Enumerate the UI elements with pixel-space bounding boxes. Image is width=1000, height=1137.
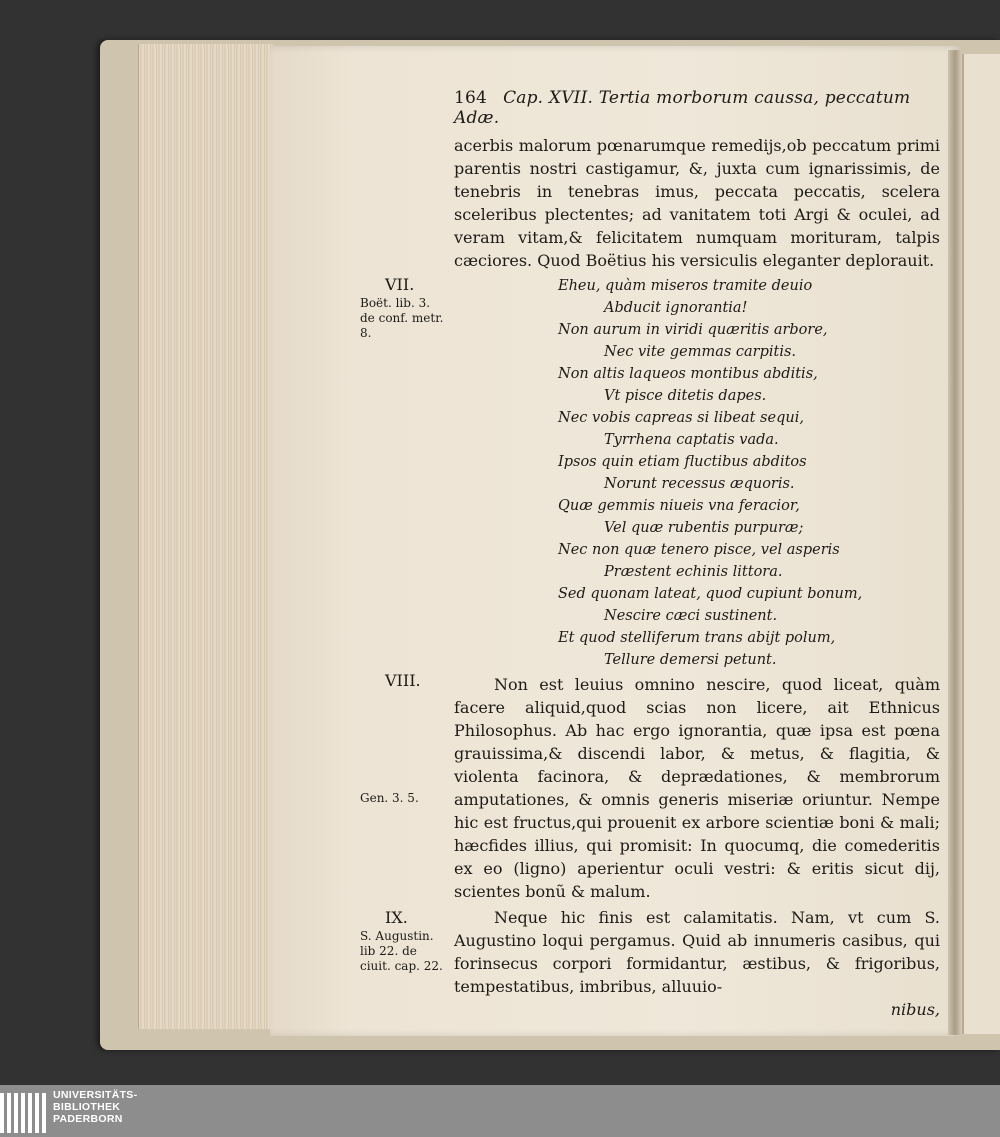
book-gutter (948, 50, 962, 1035)
opening-paragraph (454, 134, 940, 273)
margin-note-line: de conf. metr. (360, 310, 444, 325)
verse-line: Quæ gemmis niueis vna feracior, (558, 497, 800, 514)
page-number: 164 (454, 88, 488, 108)
verse-line: Nec non quæ tenero pisce, vel asperis (558, 541, 840, 558)
margin-note-line: Boët. lib. 3. (360, 295, 431, 310)
verse-line: Tellure demersi petunt. (604, 651, 777, 668)
verse-line: Eheu, quàm miseros tramite deuio (558, 277, 813, 294)
library-footer (0, 1085, 1000, 1137)
section-numeral: VIII. (385, 670, 421, 690)
verse-line: Vel quæ rubentis purpuræ; (604, 519, 804, 536)
library-name-line: BIBLIOTHEK (53, 1101, 121, 1113)
verse-line: Non altis laqueos montibus abditis, (558, 365, 818, 382)
verse-line: Abducit ignorantia! (604, 299, 748, 316)
section-viii (360, 670, 940, 904)
section-ix (360, 906, 940, 1021)
verse-line: Non aurum in viridi quæritis arbore, (558, 321, 828, 338)
section-vii (360, 275, 940, 671)
verse-line: Norunt recessus æquoris. (604, 475, 795, 492)
verse-line: Ipsos quin etiam fluctibus abditos (558, 453, 807, 470)
margin-note-gen (360, 791, 450, 806)
verse-line: Et quod stelliferum trans abijt polum, (558, 629, 836, 646)
catchword: nibus, (890, 999, 940, 1019)
margin-note-line: ciuit. cap. 22. (360, 958, 443, 973)
section-ix-text: Neque hic finis est calamitatis. Nam, vt cum S. Augustino loqui pergamus. Quid ab innumeris casibus, qui forinsecus corpori formidantur, æstibus, & frigoribus, tempestatibus, imbribus, alluuio- (454, 907, 940, 996)
verse-line: Nec vobis capreas si libeat sequi, (558, 409, 804, 426)
library-name-line: UNIVERSITÄTS- (53, 1089, 138, 1101)
margin-note-line: S. Augustin. (360, 928, 434, 943)
section-numeral: VII. (385, 274, 415, 294)
page-edges (138, 44, 274, 1029)
library-logo-icon (0, 1093, 46, 1133)
margin-note-line: 8. (360, 325, 372, 340)
verse-block (558, 275, 940, 671)
verse-line: Vt pisce ditetis dapes. (604, 387, 767, 404)
margin-note-line: lib 22. de (360, 943, 417, 958)
section-viii-text: Non est leuius omnino nescire, quod liceat, quàm facere aliquid,quod scias non licere, ait Ethnicus Philosophus. Ab hac ergo ignorantia, quæ ipsa est pœna grauissima,& discendi labor, & metus, & flagitia, & violenta facinora, & deprædationes, & membrorum amputationes, & omnis generis miseriæ oriuntur. Nempe hic est fructus,qui prouenit ex arbore scientiæ boni & mali; hæcfides illius, qui promisit: In quocumq, die comederitis ex eo (ligno) aperientur oculi vestri: & eritis sicut dij, scientes bonũ & malum. (454, 674, 940, 902)
margin-note-viii (360, 670, 450, 692)
library-name (53, 1089, 137, 1125)
verse-line: Nec vite gemmas carpitis. (604, 343, 797, 360)
verse-line: Tyrrhena captatis vada. (604, 431, 779, 448)
running-head (454, 88, 940, 128)
facing-page-edge (962, 54, 1000, 1034)
verse-line: Nescire cæci sustinent. (604, 607, 778, 624)
verse-line: Præstent echinis littora. (604, 563, 783, 580)
margin-note-vii (360, 274, 450, 341)
paragraph-text: acerbis malorum pœnarumque remedijs,ob peccatum primi parentis nostri castigamur, &, juxta cum ignarissimis, de tenebris in tenebras imus, peccata peccatis, scelera sceleribus plectentes; ad vanitatem toti Argi & oculei, ad veram vitam,& felicitatem numquam morituram, talpis cæciores. Quod Boëtius his versiculis eleganter deplorauit. (454, 136, 940, 271)
margin-note-ix (360, 907, 450, 974)
library-name-line: PADERBORN (53, 1113, 123, 1125)
page-text (360, 88, 940, 1021)
verse-line: Sed quonam lateat, quod cupiunt bonum, (558, 585, 863, 602)
running-head-title: Cap. XVII. Tertia morborum caussa, peccatum Adæ. (454, 88, 911, 128)
margin-note-line: Gen. 3. 5. (360, 790, 419, 805)
section-numeral: IX. (385, 907, 408, 927)
